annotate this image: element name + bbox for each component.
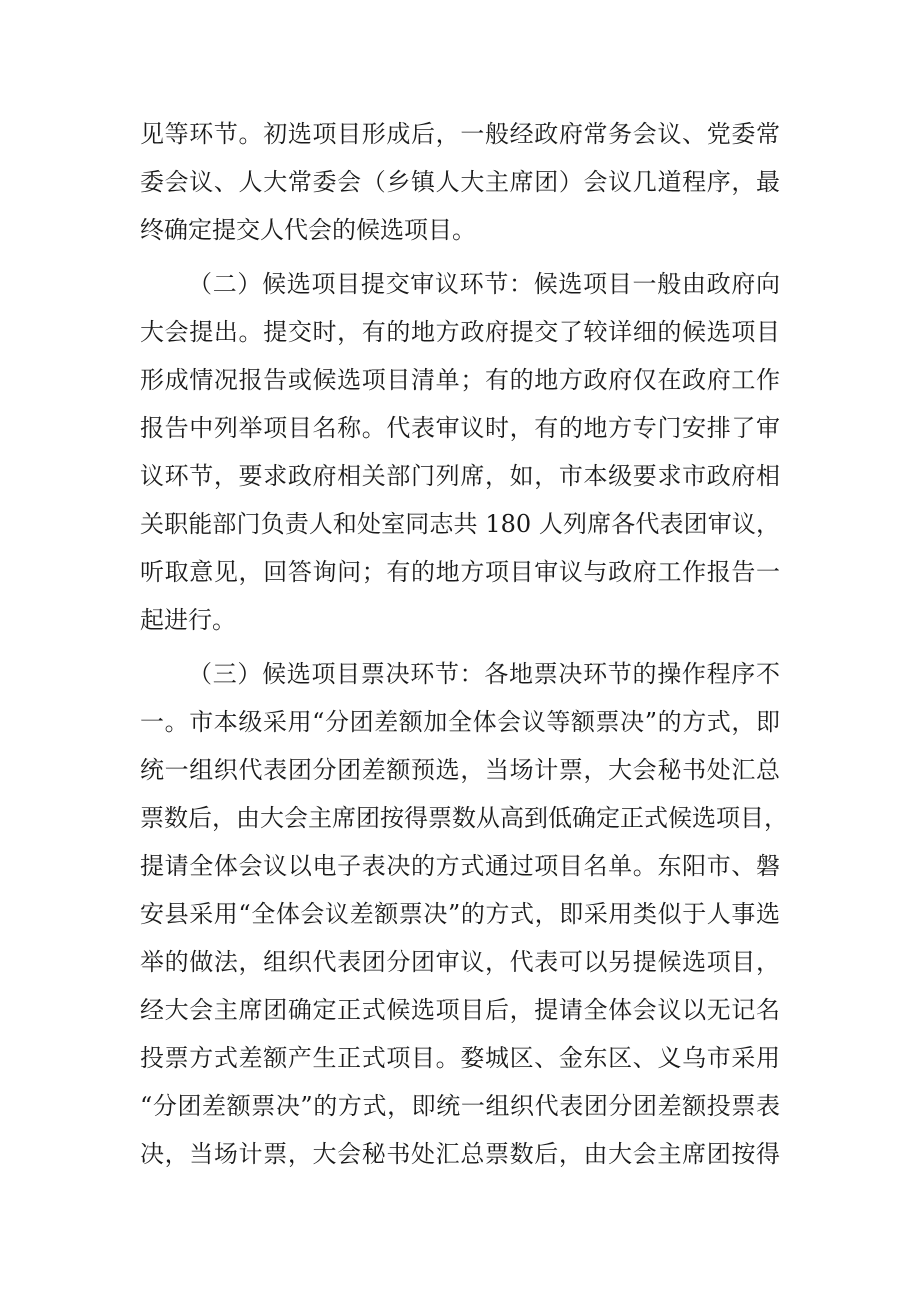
paragraph-1-line-3: 终确定提交人代会的候选项目。	[140, 216, 476, 244]
paragraph-1-line-2: 委会议、人大常委会（乡镇人大主席团）会议几道程序，最	[140, 168, 780, 196]
paragraph-2-line-5: 议环节，要求政府相关部门列席，如，市本级要求市政府相	[140, 462, 780, 490]
paragraph-3-line-10: “分团差额票决”的方式，即统一组织代表团分团差额投票表	[140, 1092, 780, 1120]
paragraph-3-line-1: （三）候选项目票决环节：各地票决环节的操作程序不	[188, 660, 780, 688]
paragraph-2-line-1: （二）候选项目提交审议环节：候选项目一般由政府向	[188, 270, 780, 298]
paragraph-3-line-11: 决，当场计票，大会秘书处汇总票数后，由大会主席团按得	[140, 1140, 780, 1168]
paragraph-3-line-5: 提请全体会议以电子表决的方式通过项目名单。东阳市、磐	[140, 852, 780, 880]
paragraph-2-line-2: 大会提出。提交时，有的地方政府提交了较详细的候选项目	[140, 318, 780, 346]
paragraph-2-line-6: 关职能部门负责人和处室同志共 180 人列席各代表团审议，	[140, 510, 780, 538]
paragraph-3-line-8: 经大会主席团确定正式候选项目后，提请全体会议以无记名	[140, 996, 780, 1024]
paragraph-1-line-1: 见等环节。初选项目形成后，一般经政府常务会议、党委常	[140, 120, 780, 148]
paragraph-2-line-7: 听取意见，回答询问；有的地方项目审议与政府工作报告一	[140, 558, 780, 586]
paragraph-2-line-4: 报告中列举项目名称。代表审议时，有的地方专门安排了审	[140, 414, 780, 442]
paragraph-3-line-9: 投票方式差额产生正式项目。婺城区、金东区、义乌市采用	[140, 1044, 780, 1072]
paragraph-3-line-3: 统一组织代表团分团差额预选，当场计票，大会秘书处汇总	[140, 756, 780, 784]
paragraph-2-line-3: 形成情况报告或候选项目清单；有的地方政府仅在政府工作	[140, 366, 780, 394]
paragraph-3-line-7: 举的做法，组织代表团分团审议，代表可以另提候选项目，	[140, 948, 780, 976]
paragraph-3-line-2: 一。市本级采用“分团差额加全体会议等额票决”的方式，即	[140, 708, 780, 736]
paragraph-2-line-8: 起进行。	[140, 606, 236, 634]
paragraph-3-line-4: 票数后，由大会主席团按得票数从高到低确定正式候选项目，	[140, 804, 788, 832]
paragraph-3-line-6: 安县采用“全体会议差额票决”的方式，即采用类似于人事选	[140, 900, 780, 928]
